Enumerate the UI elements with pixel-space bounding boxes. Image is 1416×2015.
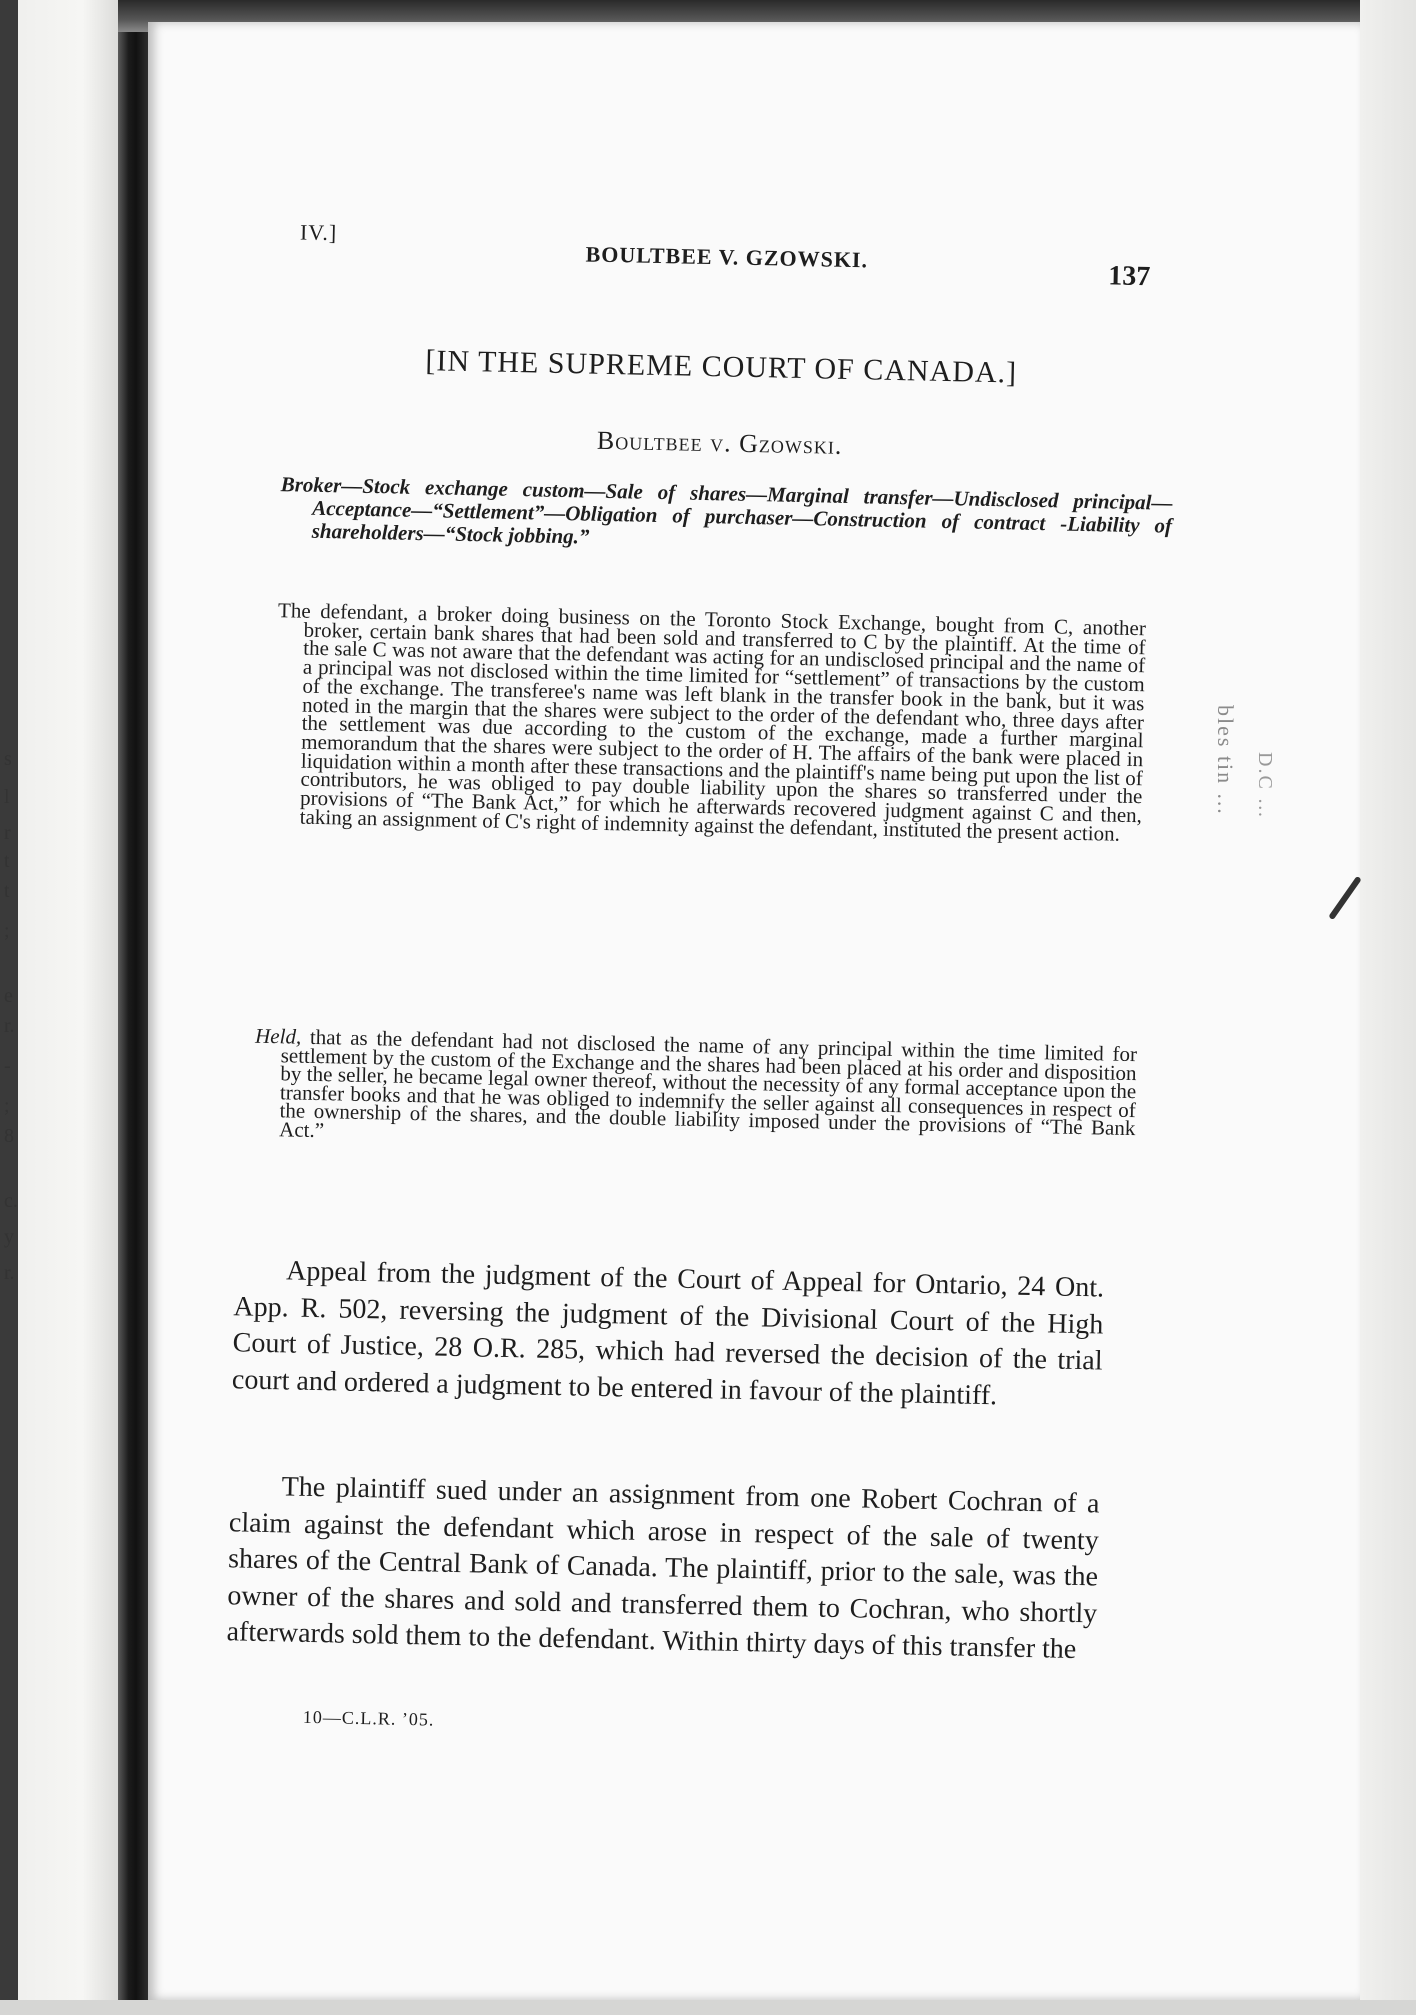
margin-fragment: c.	[4, 1190, 18, 1212]
running-header-title: BOULTBEE V. GZOWSKI.	[585, 241, 869, 273]
margin-fragment: r.	[4, 1015, 15, 1037]
margin-fragment: l	[4, 786, 10, 808]
body-paragraph-2: The plaintiff sued under an assignment from one Robert Cochran of a claim against the defendant which arose in respect of the sale of twenty shares of the Central Bank of Canada. The plaintiff, prior to the sale, was the owner of the shares and sold and transferred them to Cochran, who shortly afterwards sold them to the defendant. Within thirty days of this transfer the	[226, 1471, 1100, 1666]
margin-fragment: t	[4, 850, 10, 872]
body-paragraph-1: Appeal from the judgment of the Court of Appeal for Ontario, 24 Ont. App. R. 502, reversing the judgment of the Divisional Court of the High Court of Justice, 28 O.R. 285, which had reversed the decision of the trial court and ordered a judgment to be entered in favour of the plaintiff.	[231, 1255, 1105, 1411]
margin-note-stamp: bles tin …	[1213, 705, 1238, 817]
case-title: Boultbee v. Gzowski.	[596, 425, 843, 460]
page-number: 137	[1107, 260, 1151, 293]
margin-fragment: 8	[4, 1125, 14, 1147]
margin-fragment: s	[4, 748, 12, 770]
margin-fragment: ;	[4, 1095, 10, 1117]
margin-fragment: ;	[4, 920, 10, 942]
margin-fragment: e	[4, 985, 13, 1007]
signature-footer: 10—C.L.R. ’05.	[302, 1706, 435, 1730]
margin-fragment: t	[4, 880, 10, 902]
headnote-held	[253, 1023, 1138, 1157]
headnote-keywords: Broker—Stock exchange custom—Sale of shares—Marginal transfer—Undisclosed principal—Acceptance—“Settlement”—Obligation of purchaser—Construction of contract -Liability of shareholders—“Stock jobbing.”	[280, 472, 1173, 549]
court-heading: [IN THE SUPREME COURT OF CANADA.]	[425, 344, 1018, 390]
headnote-facts: The defendant, a broker doing business on the Toronto Stock Exchange, bought from C, another broker, certain bank shares that had been sold and transferred to C by the plaintiff. At the time of the sale C was not aware that the defendant was acting for an undisclosed principal and the name of a principal was not disclosed within the time limited for “settlement” of transactions by the custom of the exchange. The transferee's name was left blank in the transfer book in the bank, but it was noted in the margin that the shares were subject to the order of the defendant who, three days after the settlement was due according to the custom of the exchange, made a further marginal memorandum that the shares were subject to the order of H. The affairs of the bank were placed in liquidation within a month after these transactions and the plaintiff's name being put upon the list of contributors, he was obliged to pay double liability upon the shares so transferred under the provisions of “The Bank Act,” for which he afterwards recovered judgment against C and then, taking an assignment of C's right of indemnity against the defendant, instituted the present action.	[277, 598, 1147, 846]
margin-fragment: r.	[4, 1262, 15, 1284]
held-text: that as the defendant had not disclosed the name of any principal within the time limited for settlement by the custom of the Exchange and the shares had been placed at his order and disposition by the seller, he became legal owner thereof, without the necessity of any formal acceptance upon the transfer books and that he was obliged to indemnify the seller against all consequences in respect of the ownership of the shares, and the double liability imposed under the provisions of “The Bank Act.”	[278, 1024, 1138, 1143]
margin-fragment: r	[4, 822, 11, 844]
margin-note-stamp-2: D.C …	[1254, 752, 1276, 820]
running-header-part: IV.]	[299, 219, 338, 246]
margin-fragment: y	[4, 1226, 14, 1248]
held-label: Held,	[254, 1023, 302, 1049]
margin-fragment: -	[4, 1055, 11, 1077]
